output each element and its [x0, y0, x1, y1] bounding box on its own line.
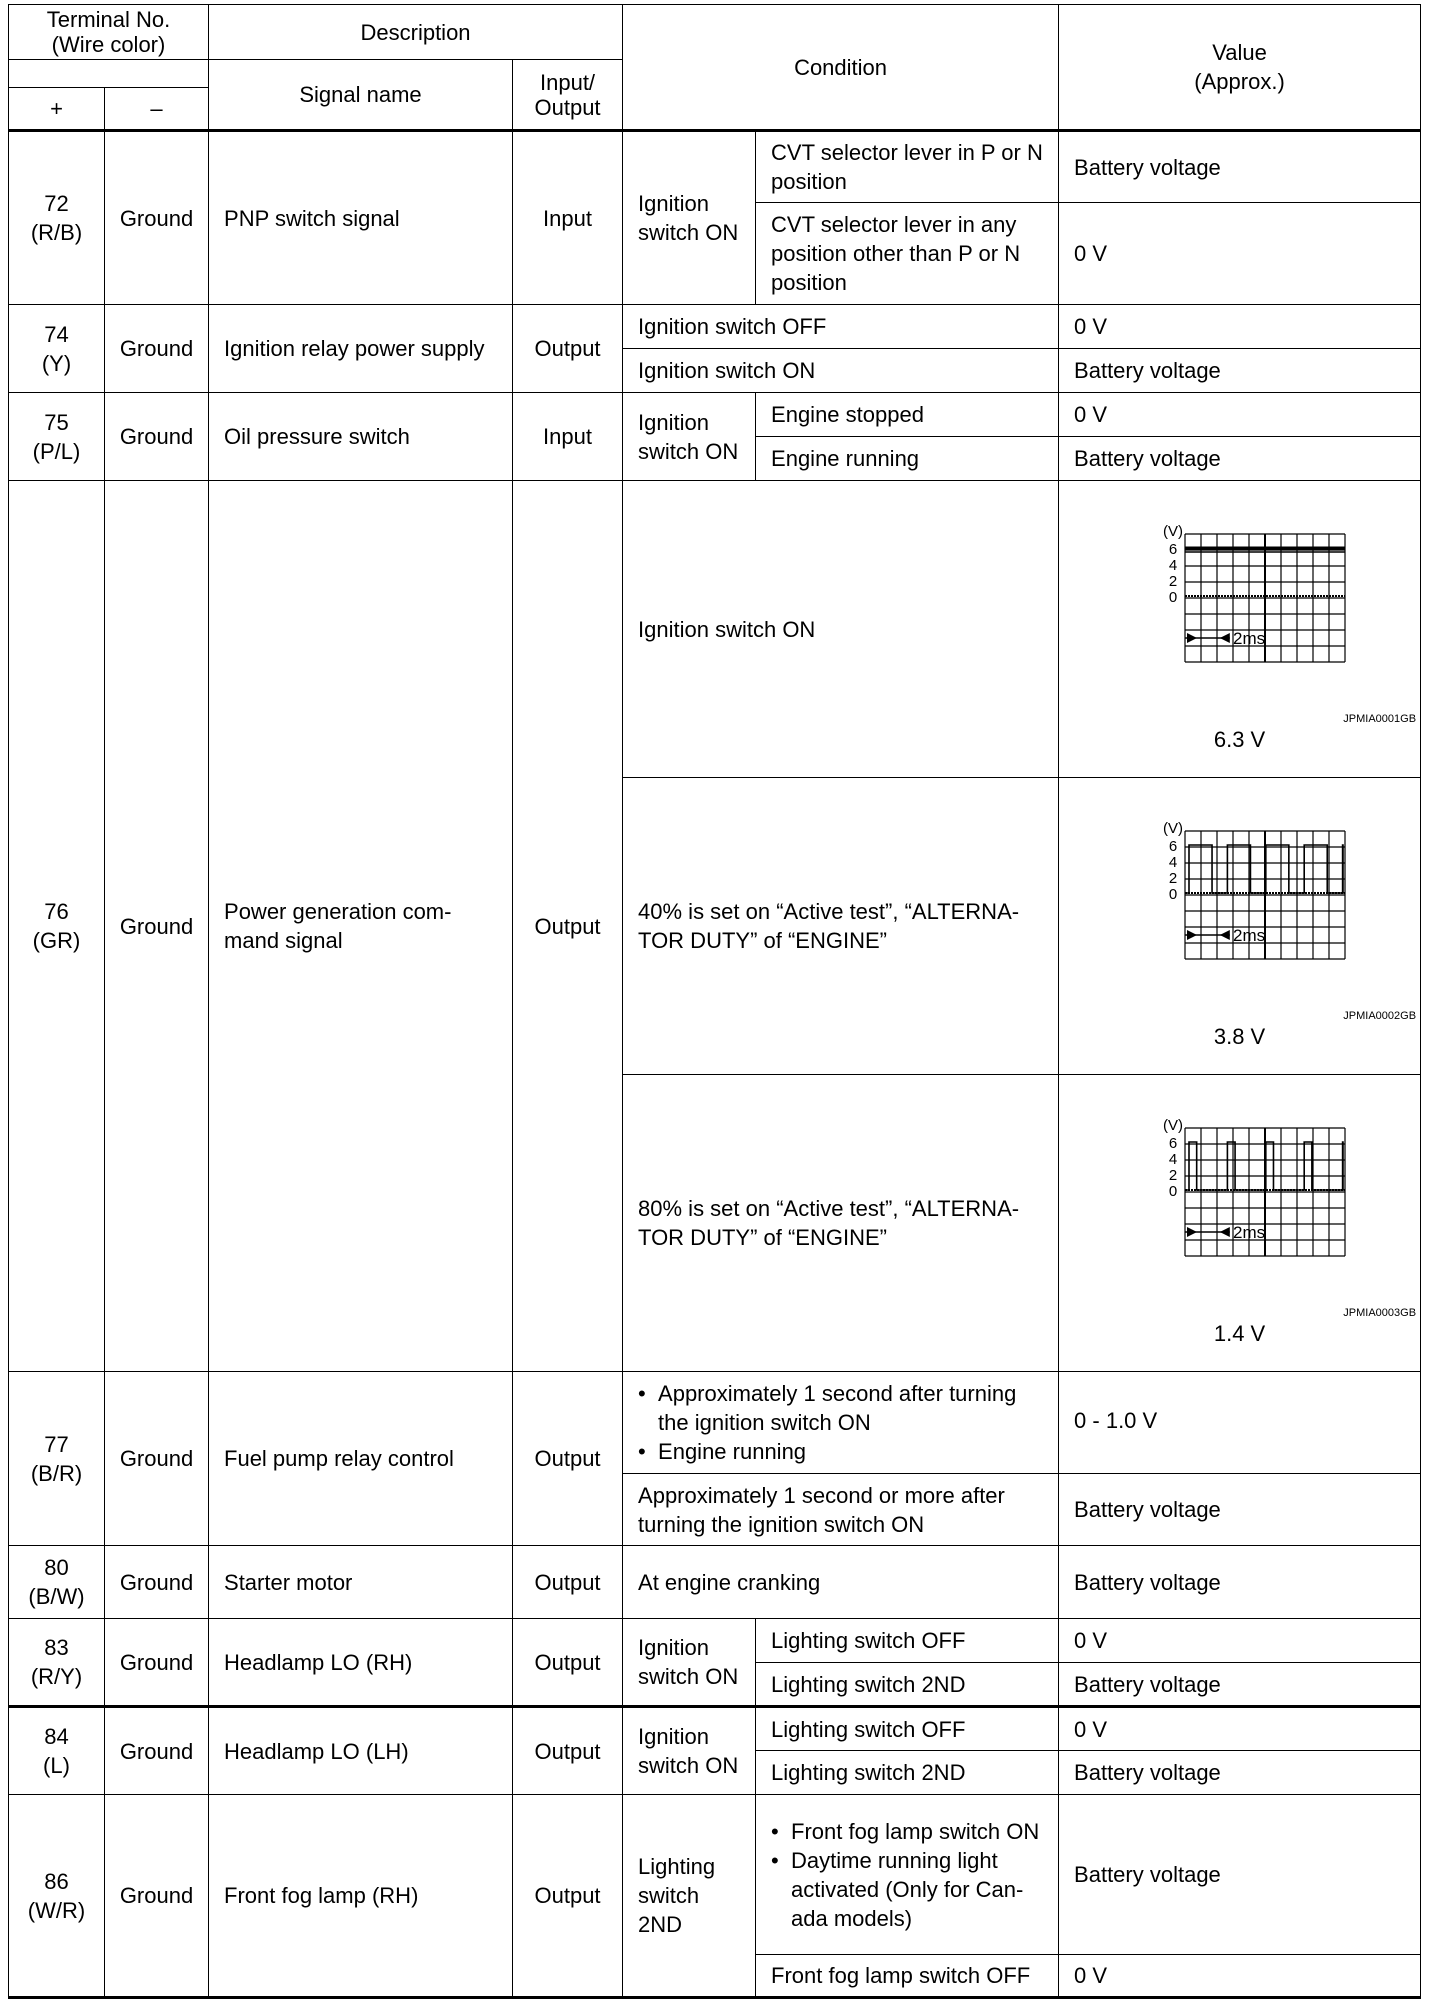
- signal-86: Front fog lamp (RH): [209, 1795, 513, 1998]
- text: (B/R): [30, 1460, 83, 1486]
- text: (Y): [41, 350, 72, 376]
- figure-id: JPMIA0003GB: [1343, 1307, 1417, 1319]
- cond-74-b: Ignition switch ON: [623, 349, 1059, 393]
- text: (Wire color): [51, 32, 166, 57]
- io-83: Output: [513, 1619, 623, 1707]
- ground-80: Ground: [105, 1546, 209, 1619]
- header-condition: Condition: [623, 5, 1059, 131]
- axis-tick-label: 0: [1168, 589, 1177, 606]
- cond-83-b: Lighting switch 2ND: [756, 1663, 1059, 1707]
- waveform-2: [1059, 778, 1421, 1075]
- time-division-label: 2ms: [1232, 926, 1265, 945]
- terminal-74: [9, 305, 105, 393]
- value-75-a: 0 V: [1059, 393, 1421, 437]
- cond-group-72: Ignition switch ON: [623, 131, 756, 305]
- header-terminal-no: [9, 5, 209, 60]
- value-77-a: 0 - 1.0 V: [1059, 1372, 1421, 1474]
- row-terminal-84: [9, 1707, 1421, 1751]
- text: (W/R): [27, 1897, 86, 1923]
- row-terminal-77: [9, 1372, 1421, 1474]
- text: 75: [44, 409, 69, 435]
- value-86-a: Battery voltage: [1059, 1795, 1421, 1955]
- signal-trace: [1185, 1142, 1345, 1190]
- io-75: Input: [513, 393, 623, 481]
- row-terminal-76: [9, 481, 1421, 778]
- signal-76: Power generation com-mand signal: [209, 481, 513, 1372]
- cond-group-75: Ignition switch ON: [623, 393, 756, 481]
- arrow-head-right: [1187, 930, 1197, 940]
- text: Output: [534, 94, 601, 120]
- text: 80: [44, 1555, 69, 1580]
- terminal-76: [9, 481, 105, 1372]
- header-terminal-spacer: [9, 60, 209, 88]
- cond-86-a: [756, 1795, 1059, 1955]
- cond-76-a: Ignition switch ON: [623, 481, 1059, 778]
- oscilloscope-graph: [1115, 809, 1365, 1009]
- value-77-b: Battery voltage: [1059, 1474, 1421, 1546]
- text: 84: [44, 1724, 69, 1749]
- axis-tick-label: 4: [1168, 854, 1177, 871]
- axis-tick-label: 6: [1168, 838, 1177, 855]
- oscilloscope-graph: [1115, 1106, 1365, 1306]
- row-terminal-74: [9, 305, 1421, 349]
- cond-75-b: Engine running: [756, 437, 1059, 481]
- terminal-86: [9, 1795, 105, 1998]
- cond-76-b: 40% is set on “Active test”, “ALTERNA-TOR DUTY” of “ENGINE”: [623, 778, 1059, 1075]
- header-description: Description: [209, 5, 623, 60]
- text: (Approx.): [1194, 69, 1285, 94]
- text: (R/B): [30, 220, 83, 245]
- cond-75-a: Engine stopped: [756, 393, 1059, 437]
- text: (GR): [32, 928, 81, 953]
- value-80: Battery voltage: [1059, 1546, 1421, 1619]
- axis-tick-label: 0: [1168, 1183, 1177, 1200]
- ground-74: Ground: [105, 305, 209, 393]
- terminal-80: [9, 1546, 105, 1619]
- header-signal-name: Signal name: [209, 60, 513, 131]
- value-74-a: 0 V: [1059, 305, 1421, 349]
- text: Value: [1212, 40, 1267, 65]
- text: Input/: [540, 69, 596, 95]
- waveform-figure: [1059, 1106, 1420, 1306]
- signal-trace: [1185, 845, 1345, 893]
- axis-tick-label: 0: [1168, 886, 1177, 903]
- row-terminal-72: [9, 131, 1421, 203]
- text: Terminal No.: [46, 7, 171, 32]
- terminal-84: [9, 1707, 105, 1795]
- arrow-head-right: [1187, 1227, 1197, 1237]
- io-72: Input: [513, 131, 623, 305]
- io-76: Output: [513, 481, 623, 1372]
- text: (R/Y): [30, 1664, 83, 1689]
- row-terminal-80: [9, 1546, 1421, 1619]
- axis-tick-label: 2: [1168, 870, 1177, 887]
- axis-unit: (V): [1162, 820, 1183, 837]
- arrow-head-left: [1219, 633, 1229, 643]
- row-terminal-83: [9, 1619, 1421, 1663]
- signal-83: Headlamp LO (RH): [209, 1619, 513, 1707]
- value-75-b: Battery voltage: [1059, 437, 1421, 481]
- signal-77: Fuel pump relay control: [209, 1372, 513, 1546]
- value-83-a: 0 V: [1059, 1619, 1421, 1663]
- ground-83: Ground: [105, 1619, 209, 1707]
- terminal-72: [9, 131, 105, 305]
- ground-86: Ground: [105, 1795, 209, 1998]
- cond-83-a: Lighting switch OFF: [756, 1619, 1059, 1663]
- text: 86: [44, 1868, 69, 1894]
- bullet-item: • Approximately 1 second after turning the ignition switch ON: [635, 1379, 1048, 1437]
- axis-tick-label: 2: [1168, 1167, 1177, 1184]
- figure-id: JPMIA0002GB: [1343, 1010, 1417, 1022]
- value-72-b: 0 V: [1059, 203, 1421, 305]
- io-84: Output: [513, 1707, 623, 1795]
- text: (P/L): [32, 438, 81, 464]
- cond-77-b: Approximately 1 second or more after turning the ignition switch ON: [623, 1474, 1059, 1546]
- io-86: Output: [513, 1795, 623, 1998]
- waveform-value: 6.3 V: [1213, 727, 1266, 752]
- ground-75: Ground: [105, 393, 209, 481]
- arrow-head-left: [1219, 1227, 1229, 1237]
- signal-75: Oil pressure switch: [209, 393, 513, 481]
- value-84-a: 0 V: [1059, 1707, 1421, 1751]
- header-row-1: [9, 5, 1421, 60]
- bullet-list: [635, 1379, 1048, 1466]
- waveform-3: [1059, 1075, 1421, 1372]
- cond-group-83: Ignition switch ON: [623, 1619, 756, 1707]
- ground-76: Ground: [105, 481, 209, 1372]
- axis-tick-label: 2: [1168, 573, 1177, 590]
- bullet-item: • Front fog lamp switch ON: [768, 1817, 1050, 1846]
- cond-86-b: Front fog lamp switch OFF: [756, 1955, 1059, 1998]
- bullet-item: • Daytime running light activated (Only for Can-ada models): [768, 1846, 1050, 1933]
- text: (L): [43, 1753, 70, 1778]
- waveform-figure: [1059, 512, 1420, 712]
- oscilloscope-graph: [1115, 512, 1365, 712]
- axis-tick-label: 4: [1168, 1151, 1177, 1168]
- signal-84: Headlamp LO (LH): [209, 1707, 513, 1795]
- signal-72: PNP switch signal: [209, 131, 513, 305]
- cond-group-86: Lighting switch 2ND: [623, 1795, 756, 1998]
- row-terminal-86: [9, 1795, 1421, 1955]
- cond-84-b: Lighting switch 2ND: [756, 1751, 1059, 1795]
- text: 76: [44, 899, 69, 924]
- io-74: Output: [513, 305, 623, 393]
- text: 83: [44, 1635, 69, 1660]
- value-86-b: 0 V: [1059, 1955, 1421, 1998]
- header-input-output: [513, 60, 623, 131]
- bullet-list: [768, 1817, 1050, 1933]
- text: 72: [44, 191, 69, 216]
- time-division-label: 2ms: [1232, 629, 1265, 648]
- cond-77-a: [623, 1372, 1059, 1474]
- waveform-value: 1.4 V: [1213, 1321, 1266, 1346]
- figure-id: JPMIA0001GB: [1343, 713, 1417, 725]
- arrow-head-left: [1219, 930, 1229, 940]
- ground-77: Ground: [105, 1372, 209, 1546]
- value-83-b: Battery voltage: [1059, 1663, 1421, 1707]
- value-74-b: Battery voltage: [1059, 349, 1421, 393]
- text: 74: [44, 321, 69, 347]
- cond-84-a: Lighting switch OFF: [756, 1707, 1059, 1751]
- signal-74: Ignition relay power supply: [209, 305, 513, 393]
- bullet-item: • Engine running: [635, 1437, 1048, 1466]
- arrow-head-right: [1187, 633, 1197, 643]
- axis-unit: (V): [1162, 1117, 1183, 1134]
- axis-tick-label: 4: [1168, 557, 1177, 574]
- axis-tick-label: 6: [1168, 541, 1177, 558]
- waveform-figure: [1059, 809, 1420, 1009]
- axis-tick-label: 6: [1168, 1135, 1177, 1152]
- text: 77: [44, 1431, 69, 1457]
- cond-72-b: CVT selector lever in any position other than P or N position: [756, 203, 1059, 305]
- row-terminal-75: [9, 393, 1421, 437]
- text: (B/W): [28, 1584, 85, 1609]
- cond-72-a: CVT selector lever in P or N position: [756, 131, 1059, 203]
- value-84-b: Battery voltage: [1059, 1751, 1421, 1795]
- axis-unit: (V): [1162, 523, 1183, 540]
- cond-76-c: 80% is set on “Active test”, “ALTERNA-TOR DUTY” of “ENGINE”: [623, 1075, 1059, 1372]
- ground-72: Ground: [105, 131, 209, 305]
- waveform-1: [1059, 481, 1421, 778]
- header-minus: –: [105, 88, 209, 131]
- time-division-label: 2ms: [1232, 1223, 1265, 1242]
- terminal-75: [9, 393, 105, 481]
- terminal-83: [9, 1619, 105, 1707]
- ecm-terminal-table: [8, 4, 1421, 1999]
- header-value: [1059, 5, 1421, 131]
- signal-80: Starter motor: [209, 1546, 513, 1619]
- cond-74-a: Ignition switch OFF: [623, 305, 1059, 349]
- ground-84: Ground: [105, 1707, 209, 1795]
- header-plus: +: [9, 88, 105, 131]
- waveform-value: 3.8 V: [1213, 1024, 1266, 1049]
- value-72-a: Battery voltage: [1059, 131, 1421, 203]
- cond-group-84: Ignition switch ON: [623, 1707, 756, 1795]
- cond-80: At engine cranking: [623, 1546, 1059, 1619]
- io-80: Output: [513, 1546, 623, 1619]
- terminal-77: [9, 1372, 105, 1546]
- io-77: Output: [513, 1372, 623, 1546]
